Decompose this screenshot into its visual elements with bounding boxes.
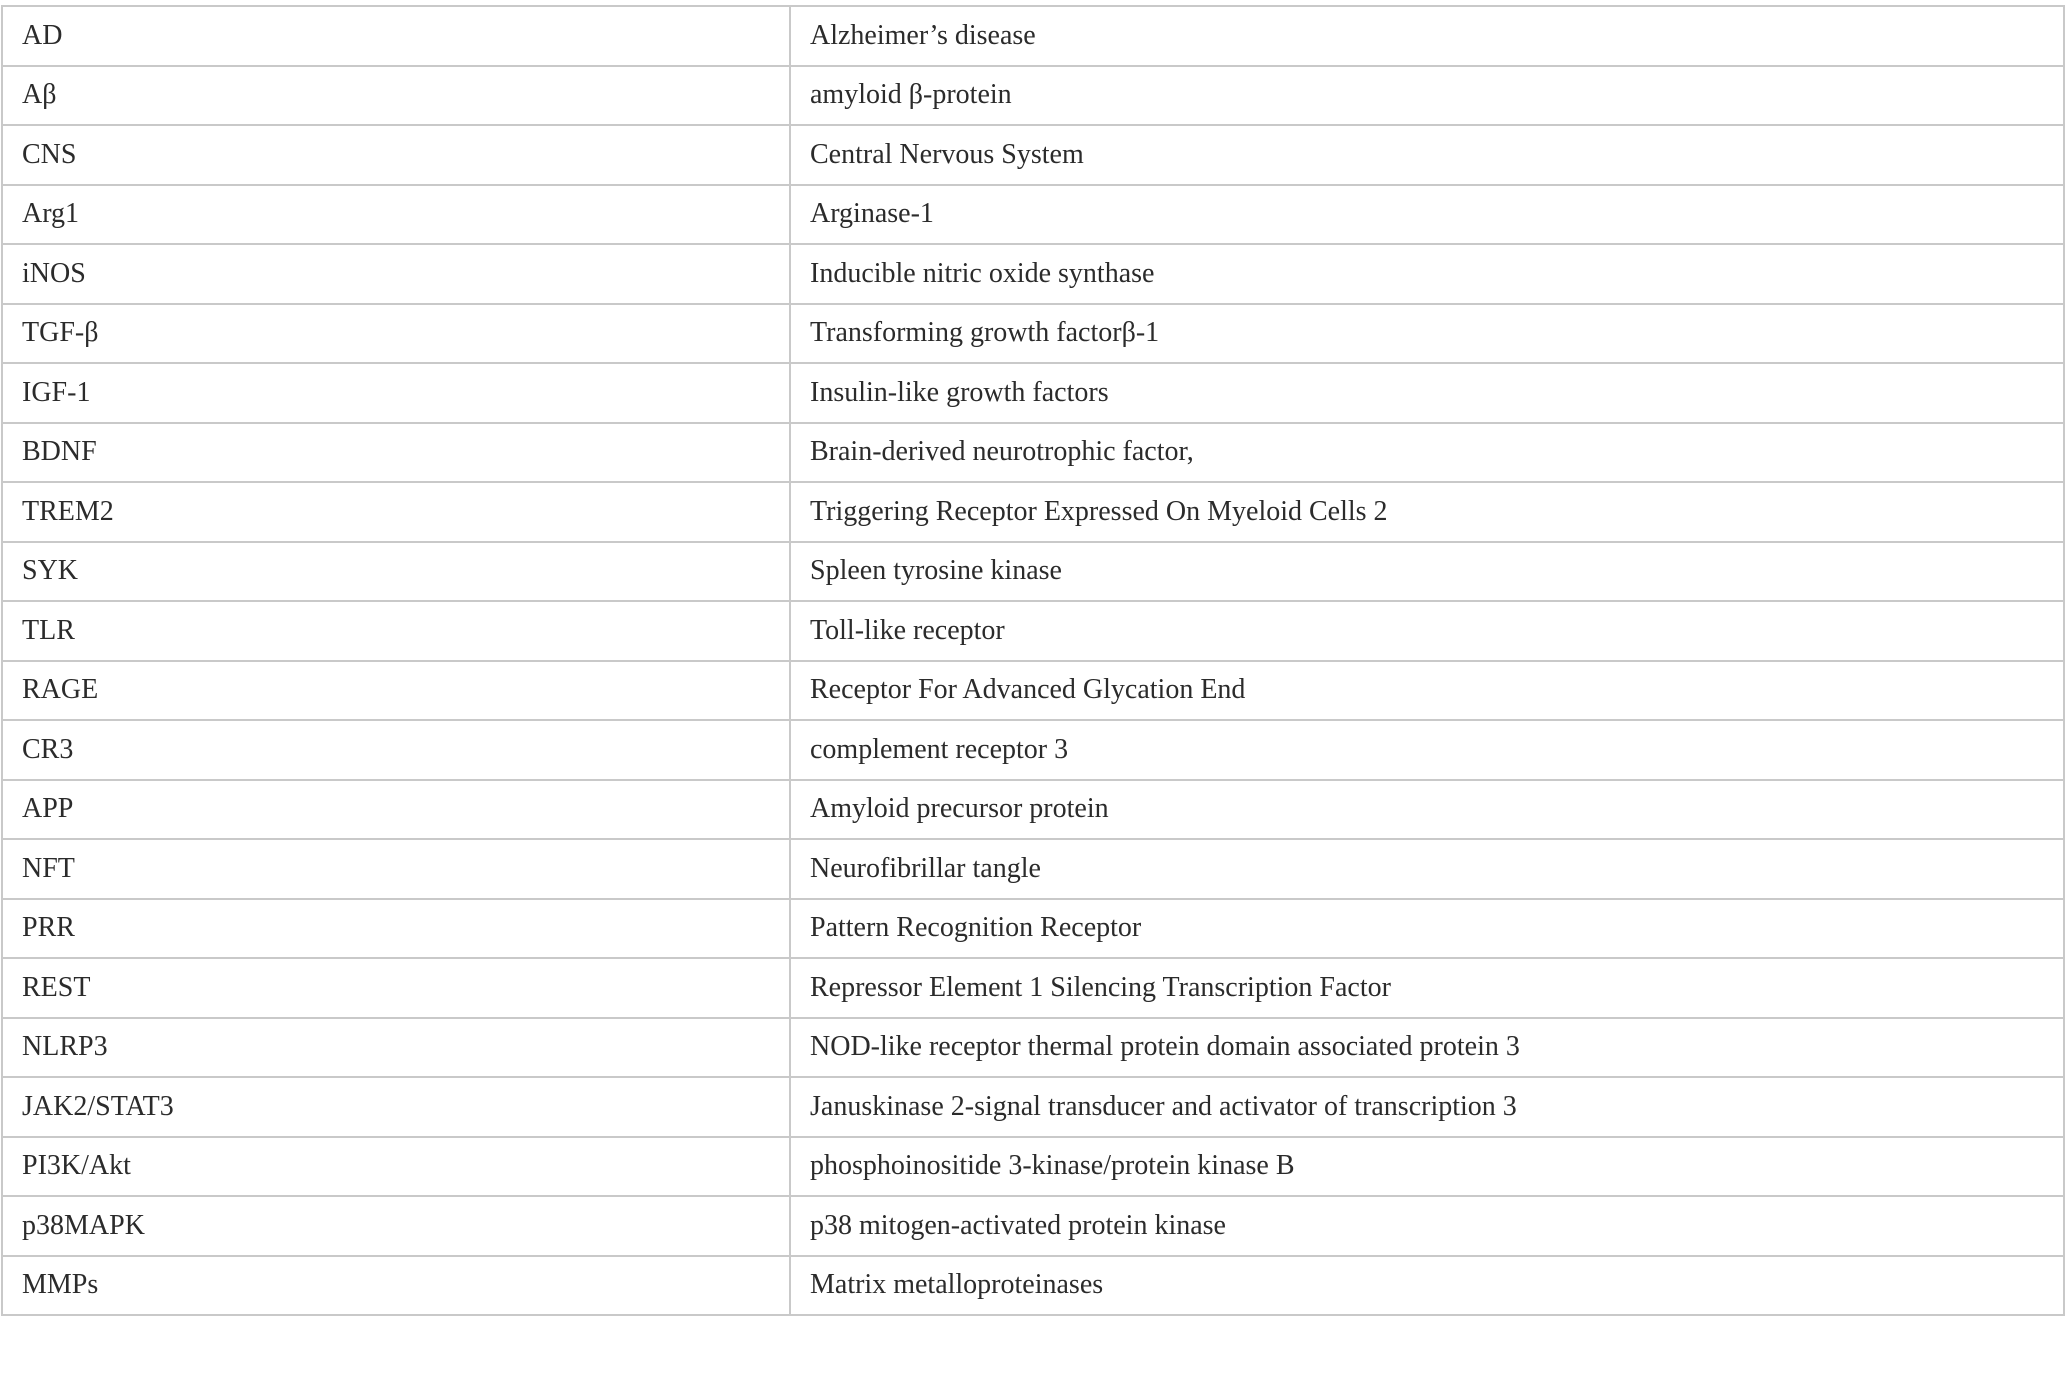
abbreviation-cell: BDNF: [2, 423, 790, 483]
definition-cell: p38 mitogen-activated protein kinase: [790, 1196, 2064, 1256]
table-body: [2, 6, 2064, 1315]
definition-cell: Inducible nitric oxide synthase: [790, 244, 2064, 304]
definition-cell: Pattern Recognition Receptor: [790, 899, 2064, 959]
table-row: [2, 601, 2064, 661]
abbreviation-cell: p38MAPK: [2, 1196, 790, 1256]
abbreviation-cell: PI3K/Akt: [2, 1137, 790, 1197]
definition-cell: Toll-like receptor: [790, 601, 2064, 661]
abbreviation-cell: RAGE: [2, 661, 790, 721]
table-row: [2, 1196, 2064, 1256]
definition-cell: Transforming growth factorβ-1: [790, 304, 2064, 364]
table-row: [2, 423, 2064, 483]
abbreviations-table-container: [1, 5, 2065, 1316]
table-row: [2, 1256, 2064, 1316]
definition-cell: NOD-like receptor thermal protein domain associated protein 3: [790, 1018, 2064, 1078]
table-row: [2, 304, 2064, 364]
definition-cell: Receptor For Advanced Glycation End: [790, 661, 2064, 721]
definition-cell: Repressor Element 1 Silencing Transcription Factor: [790, 958, 2064, 1018]
abbreviation-cell: AD: [2, 6, 790, 66]
abbreviation-cell: Aβ: [2, 66, 790, 126]
abbreviation-cell: IGF-1: [2, 363, 790, 423]
table-row: [2, 6, 2064, 66]
table-row: [2, 839, 2064, 899]
definition-cell: Matrix metalloproteinases: [790, 1256, 2064, 1316]
definition-cell: Central Nervous System: [790, 125, 2064, 185]
abbreviation-cell: PRR: [2, 899, 790, 959]
table-row: [2, 1018, 2064, 1078]
table-row: [2, 780, 2064, 840]
table-row: [2, 244, 2064, 304]
definition-cell: Brain-derived neurotrophic factor,: [790, 423, 2064, 483]
abbreviation-cell: iNOS: [2, 244, 790, 304]
table-row: [2, 185, 2064, 245]
abbreviation-cell: TGF-β: [2, 304, 790, 364]
abbreviation-cell: TREM2: [2, 482, 790, 542]
abbreviation-cell: APP: [2, 780, 790, 840]
abbreviation-cell: CR3: [2, 720, 790, 780]
table-row: [2, 125, 2064, 185]
definition-cell: Spleen tyrosine kinase: [790, 542, 2064, 602]
definition-cell: phosphoinositide 3-kinase/protein kinase B: [790, 1137, 2064, 1197]
abbreviation-cell: Arg1: [2, 185, 790, 245]
definition-cell: Arginase-1: [790, 185, 2064, 245]
table-row: [2, 66, 2064, 126]
table-row: [2, 542, 2064, 602]
abbreviation-cell: NLRP3: [2, 1018, 790, 1078]
definition-cell: Amyloid precursor protein: [790, 780, 2064, 840]
abbreviation-cell: NFT: [2, 839, 790, 899]
table-row: [2, 720, 2064, 780]
definition-cell: amyloid β-protein: [790, 66, 2064, 126]
table-row: [2, 363, 2064, 423]
table-row: [2, 958, 2064, 1018]
table-row: [2, 482, 2064, 542]
table-row: [2, 661, 2064, 721]
table-row: [2, 899, 2064, 959]
definition-cell: complement receptor 3: [790, 720, 2064, 780]
definition-cell: Insulin-like growth factors: [790, 363, 2064, 423]
abbreviation-cell: MMPs: [2, 1256, 790, 1316]
definition-cell: Triggering Receptor Expressed On Myeloid Cells 2: [790, 482, 2064, 542]
abbreviation-cell: CNS: [2, 125, 790, 185]
abbreviation-cell: TLR: [2, 601, 790, 661]
abbreviation-cell: JAK2/STAT3: [2, 1077, 790, 1137]
definition-cell: Januskinase 2-signal transducer and activator of transcription 3: [790, 1077, 2064, 1137]
definition-cell: Alzheimer’s disease: [790, 6, 2064, 66]
abbreviations-table: [1, 5, 2065, 1316]
table-row: [2, 1077, 2064, 1137]
abbreviation-cell: REST: [2, 958, 790, 1018]
table-row: [2, 1137, 2064, 1197]
definition-cell: Neurofibrillar tangle: [790, 839, 2064, 899]
abbreviation-cell: SYK: [2, 542, 790, 602]
